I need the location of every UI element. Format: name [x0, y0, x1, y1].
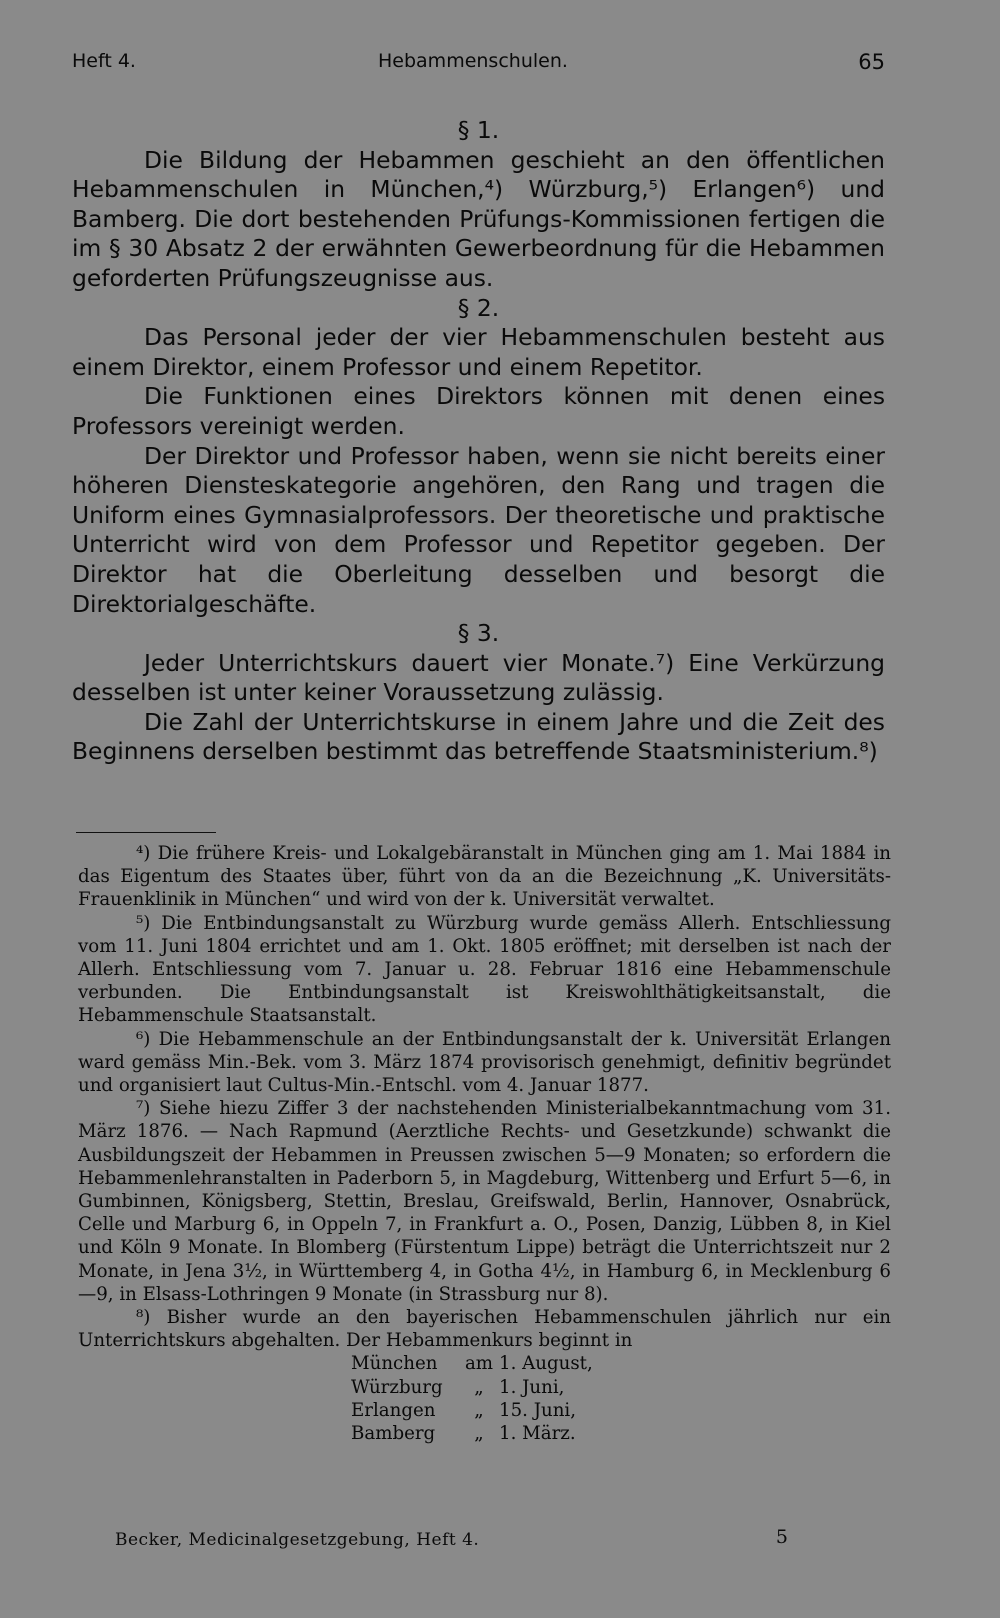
page-footer [115, 1526, 788, 1556]
running-header [72, 50, 885, 80]
footnote-divider [76, 832, 216, 833]
schedule-city: Erlangen [351, 1399, 436, 1421]
schedule-date: 1. August, [499, 1353, 593, 1375]
table-row [351, 1399, 609, 1422]
table-row [351, 1352, 609, 1375]
section-1-heading: § 1. [457, 116, 500, 144]
schedule-date: 1. Juni, [499, 1376, 565, 1398]
schedule-mark: „ [474, 1376, 484, 1398]
schedule-city: München [351, 1353, 438, 1375]
section-2-paragraph-3: Der Direktor und Professor haben, wenn sie nicht bereits einer höheren Diensteskategorie angehören, den Rang und tragen die Uniform eines Gymnasialprofessors. Der theoretische und praktische Unterricht wird von dem Professor und Repetitor gegeben. Der Direktor hat die Oberleitung desselben und besorgt die Direktorialgeschäfte. [72, 441, 885, 618]
footnotes [78, 842, 891, 1445]
section-3-paragraph-2: Die Zahl der Unterrichtskurse in einem Jahre und die Zeit des Beginnens derselben bestimmt das betreffende Staatsministerium.⁸) [72, 707, 885, 766]
schedule-mark: am [464, 1353, 494, 1375]
header-title: Hebammenschulen. [378, 50, 568, 72]
footnote-8: ⁸) Bisher wurde an den bayerischen Hebammenschulen jährlich nur ein Unterrichtskurs abgehalten. Der Hebammenkurs beginnt in [78, 1307, 891, 1352]
section-2-heading: § 2. [457, 293, 500, 322]
footer-imprint: Becker, Medicinalgesetzgebung, Heft 4. [115, 1530, 480, 1550]
footnote-6: ⁶) Die Hebammenschule an der Entbindungsanstalt der k. Universität Erlangen ward gemäss Min.-Bek. vom 3. März 1874 provisorisch genehmigt, definitiv begründet und organisiert laut Cultus-Min.-Entschl. vom 4. Januar 1877. [78, 1028, 891, 1097]
schedule-mark: „ [474, 1399, 484, 1421]
schedule-city: Bamberg [351, 1423, 436, 1445]
section-3-heading: § 3. [457, 619, 500, 648]
page-number: 65 [858, 50, 885, 74]
schedule-mark: „ [474, 1423, 484, 1445]
section-3-paragraph-1: Jeder Unterrichtskurs dauert vier Monate.⁷) Eine Verkürzung desselben ist unter keiner Voraussetzung zulässig. [72, 648, 885, 707]
section-2-paragraph-1: Das Personal jeder der vier Hebammenschulen besteht aus einem Direktor, einem Professor und einem Repetitor. [72, 323, 885, 381]
table-row [351, 1422, 609, 1445]
table-row [351, 1376, 609, 1399]
footnote-5: ⁵) Die Entbindungsanstalt zu Würzburg wurde gemäss Allerh. Entschliessung vom 11. Juni 1804 errichtet und am 1. Okt. 1805 eröffnet; mit derselben ist nach der Allerh. Entschliessung vom 7. Januar u. 28. Februar 1816 eine Hebammenschule verbunden. Die Entbindungsanstalt ist Kreiswohlthätigkeitsanstalt, die Hebammenschule Staatsanstalt. [78, 912, 891, 1027]
main-text [72, 116, 885, 767]
footnote-7: ⁷) Siehe hiezu Ziffer 3 der nachstehenden Ministerialbekanntmachung vom 31. März 1876. — Nach Rapmund (Aerztliche Rechts- und Gesetzkunde) schwankt die Ausbildungszeit der Hebammen in Preussen zwischen 5—9 Monaten; so erfordern die Hebammenlehranstalten in Paderborn 5, in Magdeburg, Wittenberg und Erfurt 5—6, in Gumbinnen, Königsberg, Stettin, Breslau, Greifswald, Berlin, Hannover, Osnabrück, Celle und Marburg 6, in Oppeln 7, in Frankfurt a. O., Posen, Danzig, Lübben 8, in Kiel und Köln 9 Monate. In Blomberg (Fürstentum Lippe) beträgt die Unterrichtszeit nur 2 Monate, in Jena 3½, in Württemberg 4, in Gotha 4½, in Hamburg 6, in Mecklenburg 6—9, in Elsass-Lothringen 9 Monate (in Strassburg nur 8). [78, 1098, 891, 1305]
course-schedule-table [351, 1352, 609, 1445]
schedule-city: Würzburg [351, 1376, 443, 1398]
signature-mark: 5 [775, 1526, 788, 1548]
schedule-date: 15. Juni, [499, 1399, 577, 1421]
header-issue: Heft 4. [72, 50, 136, 72]
section-1-paragraph: Die Bildung der Hebammen geschieht an den öffentlichen Hebammenschulen in München,⁴) Würzburg,⁵) Erlangen⁶) und Bamberg. Die dort bestehenden Prüfungs-Kommissionen fertigen die im § 30 Absatz 2 der erwähnten Gewerbeordnung für die Hebammen geforderten Prüfungszeugnisse aus. [72, 145, 885, 292]
schedule-date: 1. März. [499, 1423, 576, 1445]
footnote-4: ⁴) Die frühere Kreis- und Lokalgebäranstalt in München ging am 1. Mai 1884 in das Eigentum des Staates über, führt von da an die Bezeichnung „K. Universitäts-Frauenklinik in München“ und wird von der k. Universität verwaltet. [78, 843, 891, 911]
section-2-paragraph-2: Die Funktionen eines Direktors können mit denen eines Professors vereinigt werden. [72, 382, 885, 440]
